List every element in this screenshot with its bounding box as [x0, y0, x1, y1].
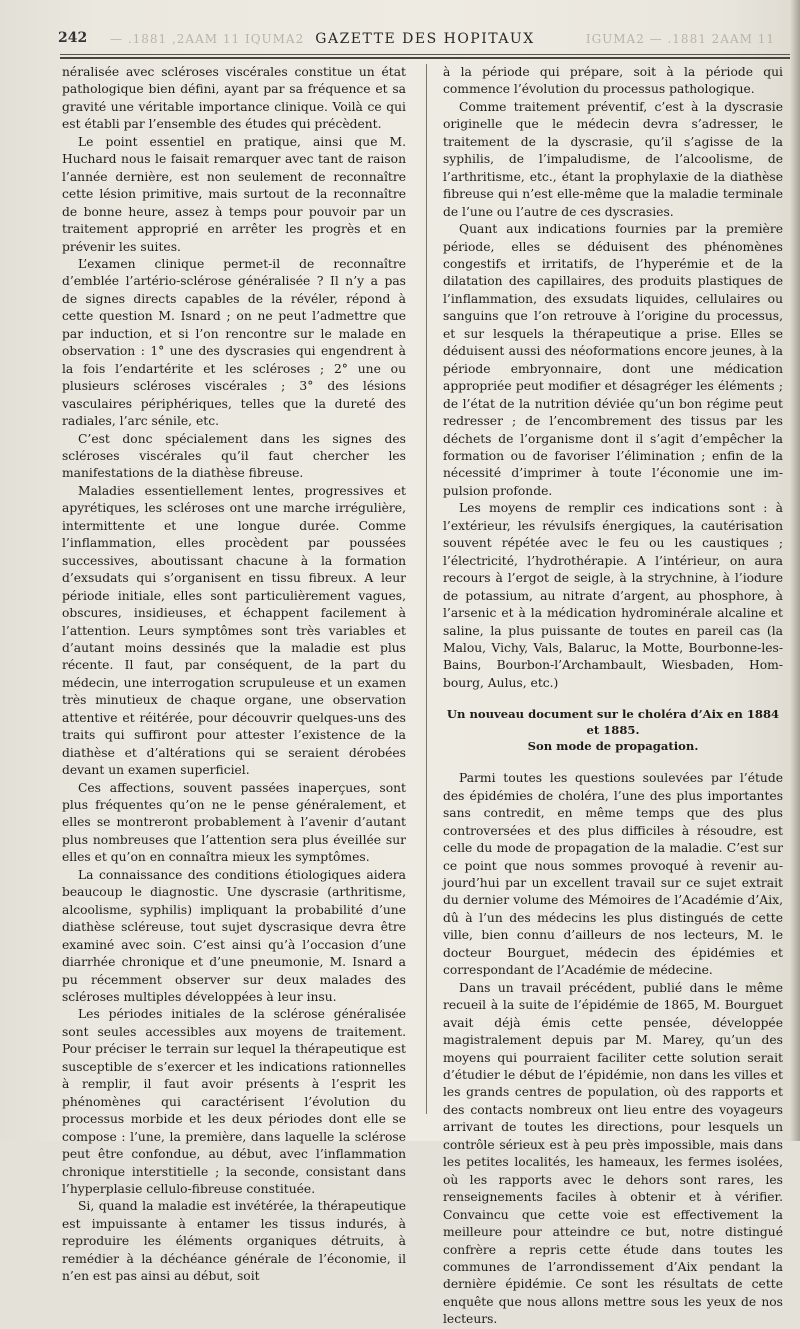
paragraph: Ces affections, souvent passées inaperçues, sont plus fréquentes qu’on ne le pense généralement, et elles se montreront probablement à l’avenir d’autant plus nombreuses que l’attention sera plus éveillée sur elles et qu’on en connaîtra mieux les symptômes. [62, 780, 406, 865]
paragraph: Les moyens de remplir ces indications sont : à l’extérieur, les révulsifs énergiques, la cautérisation souvent répétée avec le feu ou les caustiques ; l’électricité, l’hydrothérapie. A l’intérieur, on aura recours à l’ergot de seigle, à la strychnine, à l’iodure de potassium, au nitrate d’argent, au phosphore, à l’arsenic et à la médication hydrominérale alcaline et saline, la plus puissante de toutes en pareil cas (la Malou, Vichy, Vals, Balaruc, la Motte, Bourbonne-les-Bains, Bourbon-l’Archambault, Wiesbaden, Hombourg, Aulus, etc.) [443, 501, 783, 690]
paragraph: néralisée avec scléroses viscérales constitue un état pathologique bien défini, ayant par sa fréquence et sa gravité une véritable importance clinique. Voilà ce qui est établi par l’ensemble des études qui précèdent. [62, 65, 406, 132]
paragraph: Comme traitement préventif, c’est à la dyscrasie originelle que le médecin devra s’adresser, le traitement de la dyscrasie, qu’il s’agisse de la syphilis, de l’impaludisme, de l’alcoolisme, de l’arthritisme, etc., étant la prophylaxie de la diathèse fibreuse qui n’est elle-même que la maladie terminale de l’une ou l’autre de ces dyscrasies. [443, 99, 783, 219]
paragraph: Les périodes initiales de la sclérose généralisée sont seules accessibles aux moyens de traitement. Pour préciser le terrain sur lequel la thérapeutique est susceptible de s’exercer et les indications rationnelles à remplir, il faut avoir présents à l’esprit les phénomènes qui caractérisent l’évolution du processus morbide et les deux périodes dont elle se compose : l’une, la première, dans laquelle la sclérose peut être confondue, au début, avec l’inflammation chronique interstitielle ; la seconde, consistant dans l’hyperplasie cellulo-fibreuse constituée. [62, 1007, 406, 1196]
bleed-through-text-left: — .1881 ,2AAM 11 IQUMA2 [110, 32, 305, 46]
paragraph: Dans un travail précédent, publié dans le même recueil à la suite de l’épidémie de 1865, M. Bourguet avait déjà émis cette pensée, développée magistralement depuis par M. Marey, qu’un des moyens qui pourraient faciliter cette solution serait d’étudier le début de l’épidémie, non dans les villes et les grands centres de population, où des rapports et des contacts nombreux ont lieu entre des voyageurs arrivant de toutes les directions, pour lesquels un contrôle sérieux est à peu près impossible, mais dans les petites localités, les hameaux, les fermes isolées, où les rapports avec le dehors sont rares, les renseignements faciles à obtenir et à vérifier. Convaincu que cette voie est effectivement la meilleure pour atteindre ce but, notre distingué confrère a repris cette étude dans toutes les communes de l’arrondissement d’Aix pendant la dernière épidémie. Ce sont les résultats de cette enquête que nous allons mettre sous les yeux de nos lecteurs. [443, 980, 783, 1327]
paragraph: Le point essentiel en pratique, ainsi que M. Huchard nous le faisait remarquer avec tant de raison l’année dernière, est non seulement de reconnaître cette lésion primitive, mais surtout de la reconnaître de bonne heure, assez à temps pour pouvoir par un traitement approprié en arrêter les progrès et en prévenir les suites. [62, 134, 406, 254]
paragraph: à la période qui prépare, soit à la période qui commence l’évolution du processus pathologique. [443, 65, 783, 97]
section-title-line: Un nouveau document sur le choléra d’Aix en 1884 et 1885. [446, 707, 780, 738]
section-subtitle-line: Son mode de propagation. [527, 739, 699, 754]
section-title [443, 706, 783, 754]
header-rule-thin [60, 54, 790, 55]
right-column [443, 64, 783, 1329]
page-number: 242 [58, 30, 88, 46]
paragraph: Si, quand la maladie est invétérée, la thérapeutique est impuissante à entamer les tissus indurés, à reproduire les éléments organiques détruits, à remédier à la déchéance générale de l’économie, il n’en est pas ainsi au début, soit [62, 1199, 406, 1284]
bleed-through-text-right: IGUMA2 — .1881 2AAM 11 [585, 32, 775, 46]
paragraph: C’est donc spécialement dans les signes des scléroses viscérales qu’il faut chercher les manifestations de la diathèse fibreuse. [62, 431, 406, 481]
paragraph: L’examen clinique permet-il de reconnaître d’emblée l’artério-sclérose généralisée ? Il n’y a pas de signes directs capables de la révéler, répond à cette question M. Isnard ; on ne peut l’admettre que par induction, et si l’on rencontre sur le malade en observation : 1° une des dyscrasies qui engendrent à la fois l’endartérite et les scléroses ; 2° une ou plusieurs scléroses viscérales ; 3° des lésions vasculaires périphériques, telles que la dureté des radiales, l’arc sénile, etc. [62, 256, 406, 429]
page-edge-shadow [790, 0, 800, 1141]
page-header [60, 28, 790, 54]
header-rule-thick [60, 57, 790, 59]
paragraph: Maladies essentiellement lentes, progressives et apyrétiques, les scléroses ont une marche irrégulière, intermittente et une longue durée. Comme l’inflammation, elles procèdent par poussées successives, aboutissant chacune à la formation d’exsudats qui s’organisent en tissu fibreux. A leur période initiale, elles sont particulièrement vagues, obscures, insidieuses, et échappent facilement à l’attention. Leurs symptômes sont très variables et d’autant moins dessinés que la maladie est plus récente. Il faut, par conséquent, de la part du médecin, une interrogation scrupuleuse et un examen très minutieux de chaque organe, une observation attentive et réitérée, pour découvrir quelques-uns des traits qui suffiront pour attester l’existence de la diathèse et d’altérations qui se seraient dérobées devant un examen superficiel. [62, 483, 406, 778]
paragraph: Quant aux indications fournies par la première période, elles se déduisent des phénomènes congestifs et irritatifs, de l’hyperémie et de la dilatation des capillaires, des produits plastiques de l’inflammation, des exsudats liquides, cellulaires ou sanguins que l’on retrouve à l’origine du processus, et sur lesquels la thérapeutique a prise. Elles se déduisent aussi des néoformations encore jeunes, à la période embryonnaire, dont une médication appropriée peut modifier et désagréger les éléments ; de l’état de la nutrition déviée qu’un bon régime peut redresser ; de l’encombrement des tissus par les déchets de l’organisme dont il s’agit d’empêcher la formation ou de favoriser l’élimination ; enfin de la nécessité d’imprimer à toute l’économie une impulsion profonde. [443, 222, 783, 498]
paragraph: Parmi toutes les questions soulevées par l’étude des épidémies de choléra, l’une des plus importantes sans contredit, en même temps que des plus controversées et des plus difficiles à résoudre, est celle du mode de propagation de la maladie. C’est sur ce point que nous sommes provoqué à revenir aujourd’hui par un excellent travail sur ce sujet extrait du dernier volume des Mémoires de l’Académie d’Aix, dû à l’un des médecins les plus distingués de cette ville, bien connu d’ailleurs de nos lecteurs, M. le docteur Bourguet, médecin des épidémies et correspondant de l’Académie de médecine. [443, 771, 783, 978]
column-divider [426, 64, 427, 1114]
paragraph: La connaissance des conditions étiologiques aidera beaucoup le diagnostic. Une dyscrasie (arthritisme, alcoolisme, syphilis) impliquant la probabilité d’une diathèse scléreuse, tout sujet dyscrasique devra être examiné avec soin. C’est ainsi qu’à l’occasion d’une diarrhée chronique et d’une pneumonie, M. Isnard a pu récemment observer sur deux malades des scléroses multiples développées à leur insu. [62, 867, 406, 1005]
journal-title: GAZETTE DES HOPITAUX [315, 31, 535, 47]
left-column [62, 64, 406, 1286]
